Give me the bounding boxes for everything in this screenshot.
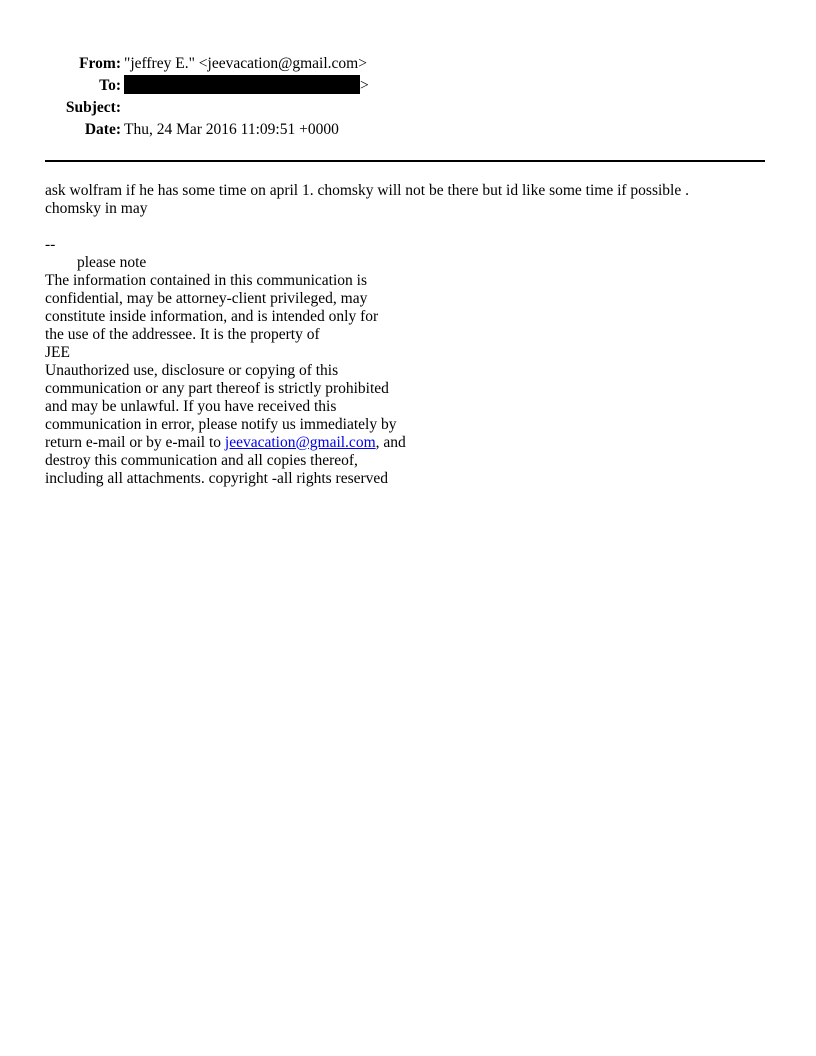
- disclaimer-line: JEE: [45, 344, 70, 361]
- return-suffix: , and: [375, 434, 406, 451]
- disclaimer-line: destroy this communication and all copies thereof,: [45, 452, 358, 469]
- email-header: [45, 53, 765, 141]
- disclaimer-line: communication or any part thereof is strictly prohibited: [45, 380, 389, 397]
- to-row: [45, 75, 765, 97]
- to-suffix: >: [360, 77, 369, 94]
- message-line: ask wolfram if he has some time on april 1. chomsky will not be there but id like some time if possible .: [45, 182, 689, 199]
- message-body: [45, 182, 765, 488]
- to-label: To:: [99, 77, 121, 94]
- disclaimer-line: The information contained in this communication is: [45, 272, 367, 289]
- disclaimer-line: the use of the addressee. It is the property of: [45, 326, 320, 343]
- from-value: "jeffrey E." <jeevacation@gmail.com>: [124, 55, 367, 72]
- date-value: Thu, 24 Mar 2016 11:09:51 +0000: [124, 121, 339, 138]
- disclaimer-line: [45, 434, 765, 452]
- subject-label: Subject:: [65, 99, 121, 116]
- disclaimer-line: communication in error, please notify us immediately by: [45, 416, 397, 433]
- message-line: chomsky in may: [45, 200, 148, 217]
- disclaimer-line: constitute inside information, and is intended only for: [45, 308, 379, 325]
- redaction-bar: [124, 75, 360, 94]
- blank-line: [45, 218, 765, 236]
- date-row: [45, 119, 765, 141]
- disclaimer-line: and may be unlawful. If you have received this: [45, 398, 337, 415]
- header-divider: [45, 160, 765, 162]
- subject-row: [45, 97, 765, 119]
- from-row: [45, 53, 765, 75]
- date-label: Date:: [84, 121, 121, 138]
- to-value: [124, 75, 369, 97]
- disclaimer-line: including all attachments. copyright -all rights reserved: [45, 470, 389, 487]
- return-prefix: return e-mail or by e-mail to: [45, 434, 225, 451]
- email-link[interactable]: jeevacation@gmail.com: [224, 434, 376, 451]
- from-label: From:: [79, 55, 121, 72]
- signature-separator: --: [45, 236, 56, 253]
- disclaimer-line: confidential, may be attorney-client privileged, may: [45, 290, 368, 307]
- disclaimer-line: Unauthorized use, disclosure or copying of this: [45, 362, 339, 379]
- please-note: please note: [77, 254, 147, 271]
